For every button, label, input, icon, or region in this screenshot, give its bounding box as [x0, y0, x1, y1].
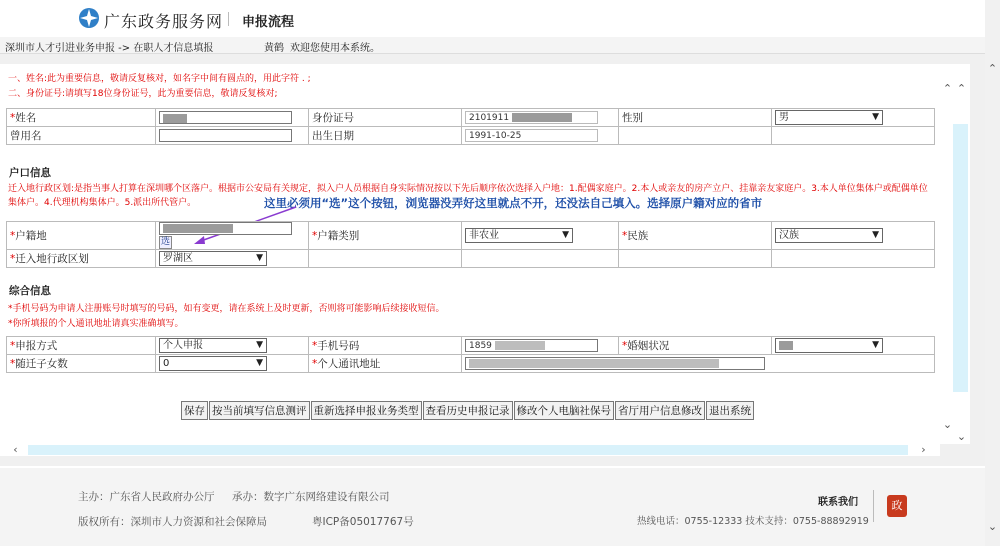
content-frame — [0, 54, 985, 466]
view-history-button[interactable]: 查看历史申报记录 — [423, 401, 513, 420]
footer-copyright: 版权所有：深圳市人力资源和社会保障局 — [78, 516, 267, 528]
general-table — [6, 336, 935, 373]
id-label: 身份证号 — [309, 109, 462, 127]
gd-gov-logo-icon[interactable] — [78, 7, 100, 29]
empty-cell — [619, 250, 772, 268]
phone-rule-note: *手机号码为申请人注册账号时填写的号码，如有变更，请在系统上及时更新，否则将可能影响后续接收短信。 — [8, 304, 445, 314]
apply-mode-select[interactable]: 个人申报 ▼ — [159, 338, 267, 353]
children-cell — [156, 355, 309, 373]
children-label: *随迁子女数 — [7, 355, 156, 373]
chevron-down-icon: ▼ — [256, 253, 263, 263]
id-number-input[interactable]: 2101911 — [465, 111, 598, 124]
district-select[interactable]: 罗湖区 ▼ — [159, 251, 267, 266]
site-title[interactable]: 广东政务服务网 — [104, 12, 224, 31]
empty-cell — [619, 127, 772, 145]
apply-mode-cell — [156, 337, 309, 355]
marital-select[interactable] — [775, 338, 883, 353]
chevron-down-icon: ▼ — [256, 358, 263, 368]
scroll-thumb[interactable] — [953, 124, 968, 392]
edit-province-user-button[interactable]: 省厅用户信息修改 — [615, 401, 705, 420]
empty-cell — [772, 127, 935, 145]
address-label: *个人通讯地址 — [309, 355, 462, 373]
evaluate-button[interactable]: 按当前填写信息测评 — [209, 401, 310, 420]
scroll-down-icon[interactable]: ⌄ — [987, 520, 998, 533]
footer-icp[interactable]: 粤ICP备05017767号 — [312, 516, 414, 528]
address-rule-note: *你所填报的个人通讯地址请真实准确填写。 — [8, 319, 184, 329]
household-section-title: 户口信息 — [9, 167, 51, 179]
hukou-pick-button[interactable]: 选 — [161, 237, 171, 247]
phone-cell — [462, 337, 619, 355]
chevron-down-icon: ▼ — [872, 112, 879, 122]
scroll-down-icon[interactable]: ⌄ — [956, 430, 967, 443]
edit-social-security-button[interactable]: 修改个人电脑社保号 — [514, 401, 615, 420]
logout-button[interactable]: 退出系统 — [706, 401, 754, 420]
address-input[interactable] — [465, 357, 765, 370]
empty-cell — [309, 250, 462, 268]
page-scrollbar[interactable] — [985, 0, 1000, 546]
user-annotation: 这里必须用“选”这个按钮，浏览器没弄好这里就点不开，还没法自己填入。选择原户籍对应的省市 — [264, 196, 763, 210]
site-footer — [0, 468, 985, 546]
ethnicity-cell — [772, 222, 935, 250]
marital-cell — [772, 337, 935, 355]
chevron-down-icon: ▼ — [256, 340, 263, 350]
chevron-down-icon: ▼ — [562, 230, 569, 240]
former-name-label: 曾用名 — [7, 127, 156, 145]
footer-operator: 承办：数字广东网络建设有限公司 — [232, 491, 390, 503]
marital-label: *婚姻状况 — [619, 337, 772, 355]
scroll-up-icon[interactable]: ⌃ — [956, 82, 967, 95]
scroll-right-icon[interactable]: › — [921, 443, 926, 456]
scroll-down-icon[interactable]: ⌄ — [942, 418, 953, 431]
form-panel — [0, 64, 940, 444]
footer-hotline: 热线电话：0755-12333 技术支持：0755-88892919 — [637, 516, 869, 527]
address-cell — [462, 355, 935, 373]
contact-us-link[interactable]: 联系我们 — [818, 497, 858, 508]
name-label: *姓名 — [7, 109, 156, 127]
hukou-label: *户籍地 — [7, 222, 156, 250]
footer-host: 主办：广东省人民政府办公厅 — [78, 491, 215, 503]
children-select[interactable]: 0 ▼ — [159, 356, 267, 371]
gender-label: 性别 — [619, 109, 772, 127]
breadcrumb-bar — [0, 37, 985, 54]
phone-label: *手机号码 — [309, 337, 462, 355]
footer-divider — [873, 490, 874, 522]
action-buttons — [181, 401, 755, 420]
gender-select[interactable]: 男 ▼ — [775, 110, 883, 125]
former-name-cell — [156, 127, 309, 145]
ethnicity-select[interactable]: 汉族 ▼ — [775, 228, 883, 243]
district-cell — [156, 250, 309, 268]
name-cell — [156, 109, 309, 127]
hukou-cell — [156, 222, 309, 250]
district-rule-note: 迁入地行政区划:是指当事人打算在深圳哪个区落户。根据市公安局有关规定，拟入户人员根据自身实际情况按以下先后顺序依次选择入户地：1.配偶家庭户。2.本人或亲友的房产立户、挂靠亲友家庭户。3.本人单位集体户或配偶单位集体户。4.代理机构集体户。5.派出所代管户。 — [8, 184, 928, 208]
birth-label: 出生日期 — [309, 127, 462, 145]
reselect-business-button[interactable]: 重新选择申报业务类型 — [311, 401, 422, 420]
hukou-input[interactable] — [159, 222, 292, 235]
username: 黄鹤 — [264, 43, 284, 54]
household-table — [6, 221, 935, 268]
empty-cell — [462, 250, 619, 268]
header-divider — [228, 12, 229, 26]
name-rule-note: 一、姓名:此为重要信息，敬请反复核对，如名字中间有圆点的，用此字符 . ; — [8, 74, 311, 84]
scroll-up-icon[interactable]: ⌃ — [987, 62, 998, 75]
birth-date-input[interactable]: 1991-10-25 — [465, 129, 598, 142]
scroll-thumb[interactable] — [28, 445, 908, 455]
page-title: 申报流程 — [242, 15, 295, 30]
scroll-up-icon[interactable]: ⌃ — [942, 82, 953, 95]
save-button[interactable]: 保存 — [181, 401, 208, 420]
ethnicity-label: *民族 — [619, 222, 772, 250]
breadcrumb: 深圳市人才引进业务申报 -> 在职人才信息填报 — [5, 43, 214, 54]
general-section-title: 综合信息 — [9, 285, 51, 297]
gender-cell — [772, 109, 935, 127]
site-header — [0, 0, 985, 37]
id-rule-note: 二、身份证号:请填写18位身份证号，此为重要信息，敬请反复核对; — [8, 89, 278, 99]
birth-cell — [462, 127, 619, 145]
id-cell — [462, 109, 619, 127]
scroll-left-icon[interactable]: ‹ — [13, 443, 18, 456]
basic-info-table — [6, 108, 935, 145]
hukou-type-cell — [462, 222, 619, 250]
inner-vertical-scrollbar[interactable] — [940, 64, 970, 444]
gov-badge-icon[interactable]: 政 — [887, 495, 907, 517]
hukou-type-select[interactable]: 非农业 ▼ — [465, 228, 573, 243]
name-input[interactable] — [159, 111, 292, 124]
chevron-down-icon: ▼ — [872, 340, 879, 350]
former-name-input[interactable] — [159, 129, 292, 142]
chevron-down-icon: ▼ — [872, 230, 879, 240]
empty-cell — [772, 250, 935, 268]
district-label: *迁入地行政区划 — [7, 250, 156, 268]
inner-horizontal-scrollbar[interactable] — [0, 444, 940, 456]
phone-input[interactable]: 1859 — [465, 339, 598, 352]
apply-mode-label: *申报方式 — [7, 337, 156, 355]
welcome-text: 欢迎您使用本系统。 — [290, 43, 380, 54]
hukou-type-label: *户籍类别 — [309, 222, 462, 250]
